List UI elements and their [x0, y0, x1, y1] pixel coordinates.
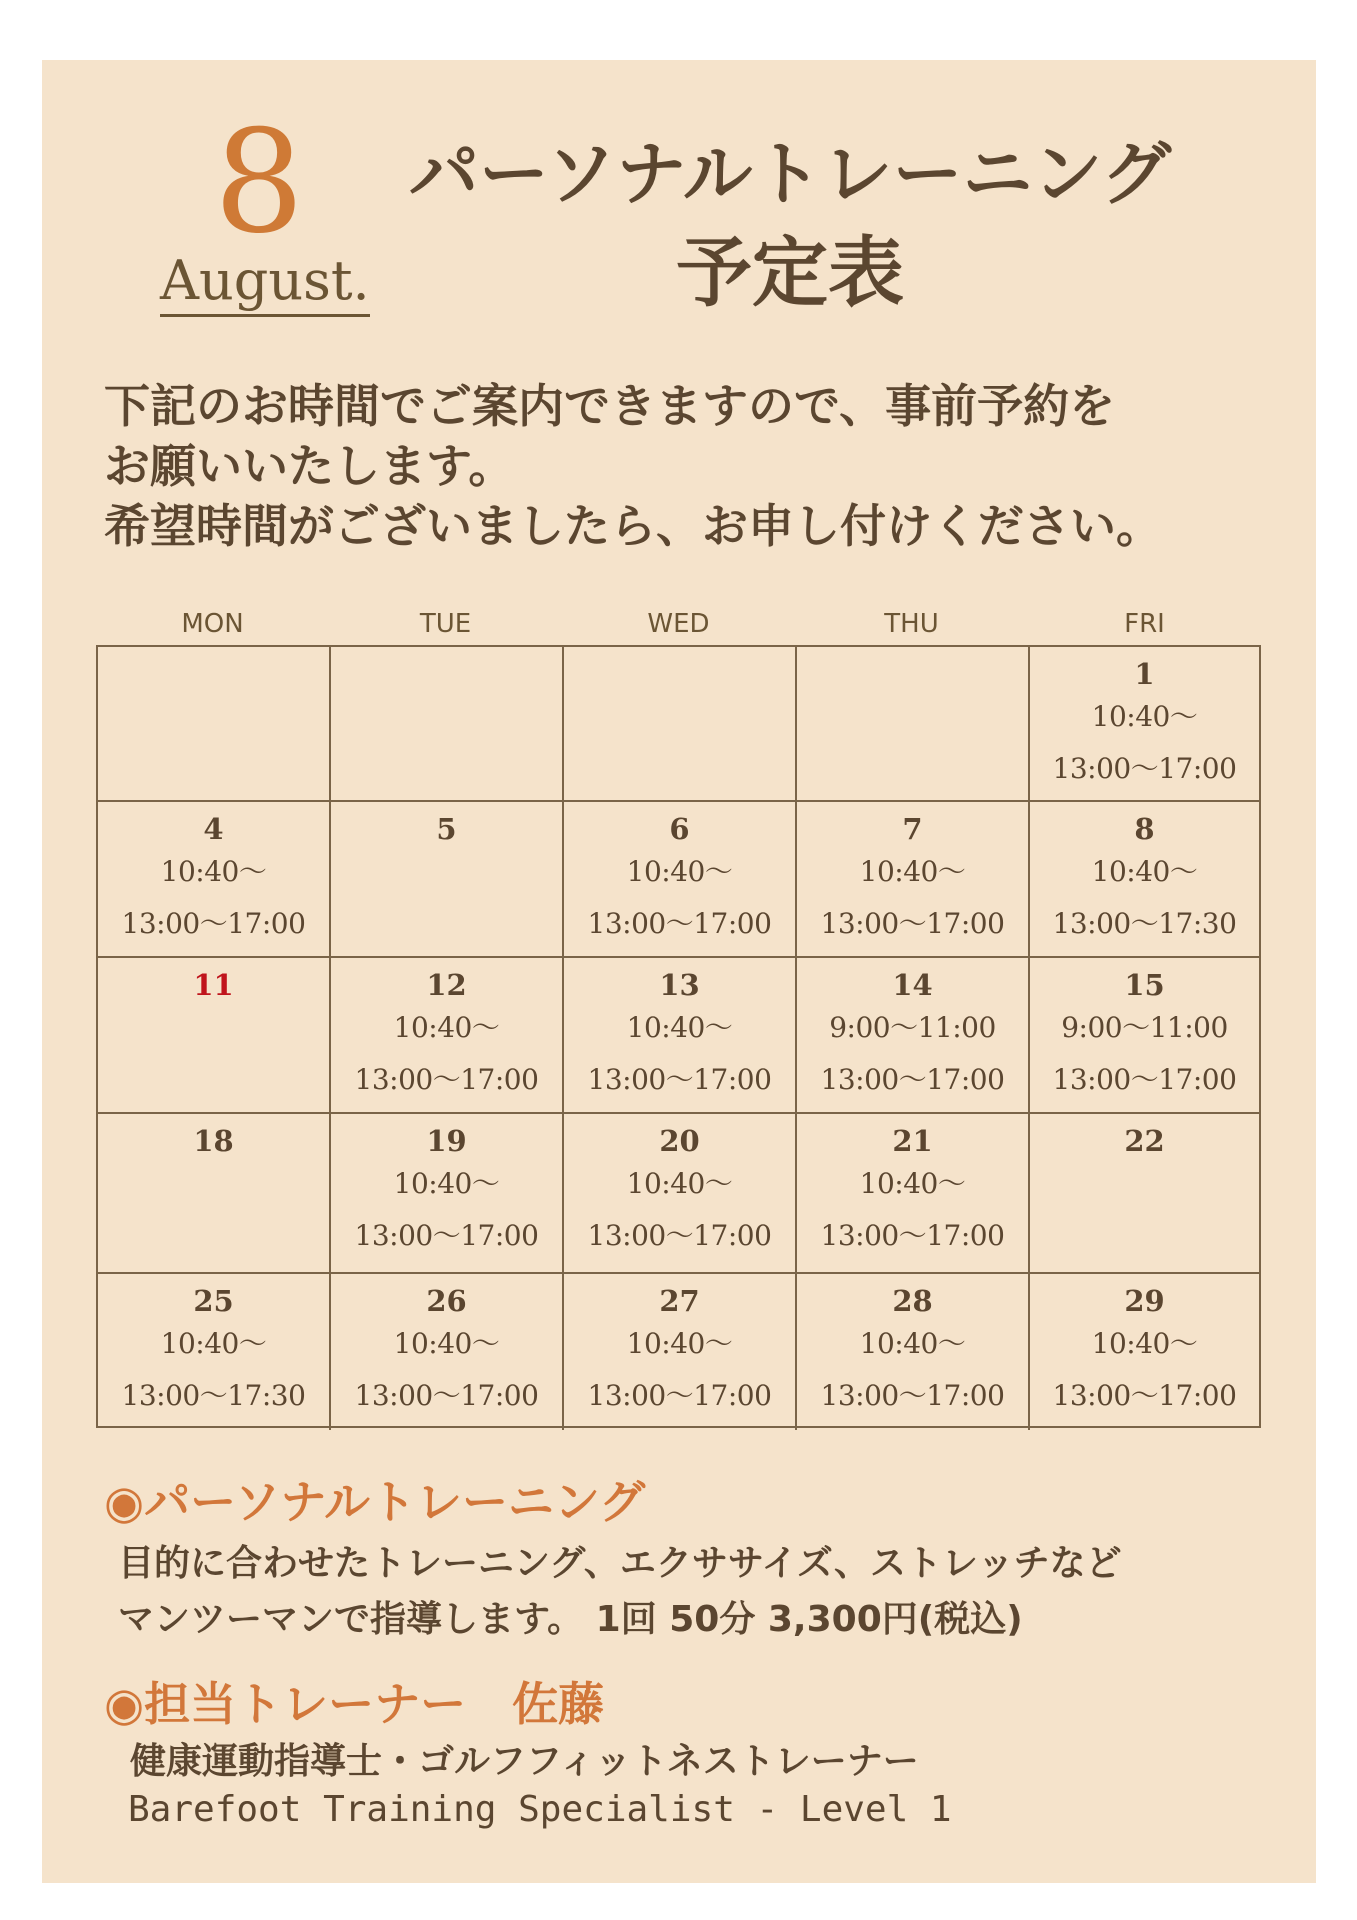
time-slot: 13:00～17:30: [1052, 907, 1237, 940]
weekday-tue: TUE: [419, 609, 472, 639]
trainer-qualification: 健康運動指導士・ゴルフフィットネストレーナー: [130, 1741, 919, 1782]
time-slot: 9:00～11:00: [1061, 1011, 1228, 1044]
calendar-grid: [96, 645, 1261, 1428]
calendar-cell: [797, 1114, 1030, 1274]
time-slot: 13:00～17:00: [1052, 1379, 1237, 1412]
day-number: 1: [1134, 657, 1155, 691]
calendar-cell: [797, 802, 1030, 958]
day-number-holiday: 11: [193, 968, 234, 1002]
calendar-cell: [331, 647, 564, 802]
calendar-cell: [1030, 802, 1259, 958]
day-number: 21: [892, 1124, 933, 1158]
day-number: 15: [1124, 968, 1165, 1002]
time-slot: 10:40～: [859, 855, 966, 888]
title-line2: 予定表: [676, 228, 904, 317]
calendar-cell: [564, 647, 797, 802]
time-slot: 10:40～: [160, 1327, 267, 1360]
time-slot: 10:40～: [1091, 700, 1198, 733]
time-slot: 13:00～17:00: [354, 1063, 539, 1096]
calendar-cell: [331, 802, 564, 958]
time-slot: 10:40～: [1091, 1327, 1198, 1360]
calendar-cell: [98, 958, 331, 1114]
training-desc-line2: マンツーマンで指導します。 1回 50分 3,300円(税込): [118, 1599, 1023, 1640]
calendar-cell: [98, 647, 331, 802]
time-slot: 10:40～: [859, 1167, 966, 1200]
title-line1: パーソナルトレーニング: [408, 133, 1172, 215]
day-number: 8: [1134, 812, 1155, 846]
trainer-heading: ◉担当トレーナー 佐藤: [104, 1677, 605, 1731]
calendar-cell: [331, 1114, 564, 1274]
time-slot: 10:40～: [393, 1167, 500, 1200]
weekday-mon: MON: [181, 609, 244, 639]
day-number: 28: [892, 1284, 933, 1318]
day-number: 5: [436, 812, 457, 846]
weekday-fri: FRI: [1124, 609, 1165, 639]
day-number: 6: [669, 812, 690, 846]
time-slot: 13:00～17:30: [121, 1379, 306, 1412]
time-slot: 9:00～11:00: [829, 1011, 996, 1044]
calendar-cell: [1030, 1114, 1259, 1274]
calendar-cell: [1030, 1274, 1259, 1430]
weekday-header-row: [96, 604, 1261, 644]
calendar-cell: [797, 958, 1030, 1114]
calendar-cell: [797, 647, 1030, 802]
day-number: 22: [1124, 1124, 1165, 1158]
day-number: 4: [203, 812, 224, 846]
calendar-cell: [1030, 647, 1259, 802]
time-slot: 13:00～17:00: [587, 907, 772, 940]
day-number: 26: [426, 1284, 467, 1318]
calendar-cell: [564, 802, 797, 958]
time-slot: 10:40～: [626, 855, 733, 888]
time-slot: 13:00～17:00: [354, 1379, 539, 1412]
day-number: 7: [902, 812, 923, 846]
calendar-cell: [1030, 958, 1259, 1114]
training-desc-line1: 目的に合わせたトレーニング、エクササイズ、ストレッチなど: [118, 1543, 1122, 1584]
day-number: 29: [1124, 1284, 1165, 1318]
time-slot: 13:00～17:00: [587, 1219, 772, 1252]
time-slot: 13:00～17:00: [354, 1219, 539, 1252]
time-slot: 10:40～: [393, 1327, 500, 1360]
calendar-cell: [98, 802, 331, 958]
time-slot: 13:00～17:00: [1052, 752, 1237, 785]
training-heading: ◉パーソナルトレーニング: [104, 1475, 646, 1529]
day-number: 14: [892, 968, 933, 1002]
calendar-cell: [797, 1274, 1030, 1430]
time-slot: 10:40～: [626, 1327, 733, 1360]
trainer-certification: Barefoot Training Specialist - Level 1: [128, 1789, 952, 1830]
time-slot: 13:00～17:00: [820, 1219, 1005, 1252]
day-number: 27: [659, 1284, 700, 1318]
day-number: 25: [193, 1284, 234, 1318]
calendar-cell: [331, 958, 564, 1114]
time-slot: 10:40～: [626, 1167, 733, 1200]
time-slot: 10:40～: [859, 1327, 966, 1360]
day-number: 19: [426, 1124, 467, 1158]
month-number: 8: [213, 100, 305, 265]
intro-text: [104, 376, 1284, 556]
day-number: 18: [193, 1124, 234, 1158]
time-slot: 13:00～17:00: [820, 1063, 1005, 1096]
calendar-cell: [564, 958, 797, 1114]
calendar-cell: [564, 1274, 797, 1430]
time-slot: 10:40～: [626, 1011, 733, 1044]
time-slot: 10:40～: [393, 1011, 500, 1044]
time-slot: 10:40～: [160, 855, 267, 888]
time-slot: 13:00～17:00: [820, 1379, 1005, 1412]
month-name: August.: [160, 250, 370, 317]
time-slot: 13:00～17:00: [587, 1063, 772, 1096]
time-slot: 13:00～17:00: [587, 1379, 772, 1412]
intro-line1: 下記のお時間でご案内できますので、事前予約を: [104, 379, 1116, 433]
calendar-cell: [564, 1114, 797, 1274]
weekday-wed: WED: [647, 609, 710, 639]
time-slot: 13:00～17:00: [121, 907, 306, 940]
calendar-cell: [331, 1274, 564, 1430]
calendar-cell: [98, 1274, 331, 1430]
day-number: 13: [659, 968, 700, 1002]
day-number: 12: [426, 968, 467, 1002]
weekday-thu: THU: [884, 609, 939, 639]
time-slot: 10:40～: [1091, 855, 1198, 888]
time-slot: 13:00～17:00: [1052, 1063, 1237, 1096]
calendar-cell: [98, 1114, 331, 1274]
intro-line3: 希望時間がございましたら、お申し付けください。: [104, 499, 1162, 553]
day-number: 20: [659, 1124, 700, 1158]
intro-line2: お願いいたします。: [104, 439, 515, 493]
time-slot: 13:00～17:00: [820, 907, 1005, 940]
